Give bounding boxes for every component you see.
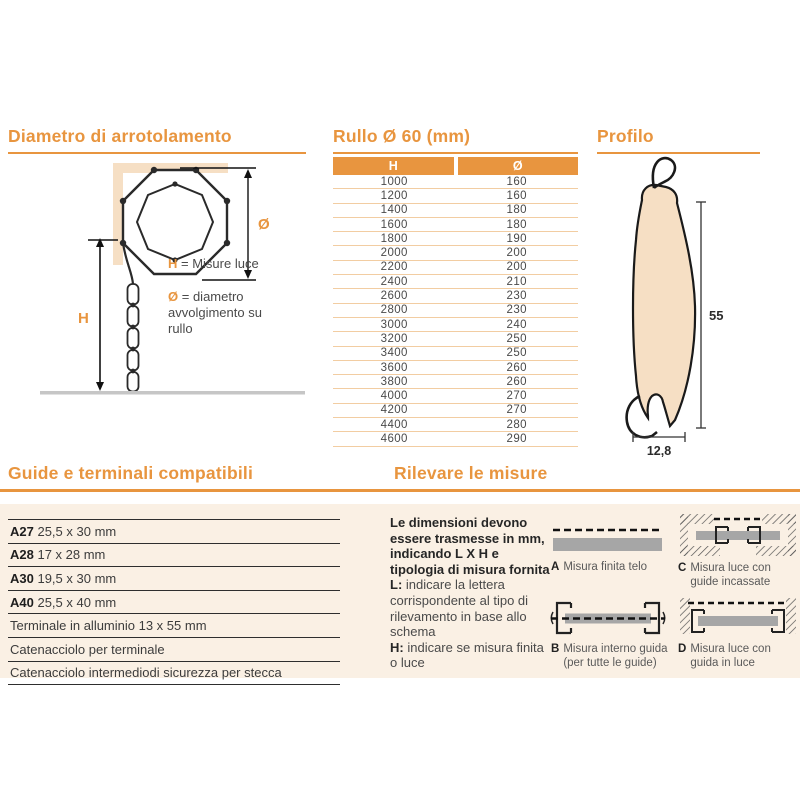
col-header-diameter: Ø — [456, 157, 579, 175]
table-row: 3800 260 — [333, 375, 578, 389]
table-row: 2000 200 — [333, 246, 578, 260]
legend-diameter — [168, 289, 264, 337]
caption-c — [678, 562, 800, 589]
table-row: 3600 260 — [333, 361, 578, 375]
table-row: 1200 160 — [333, 189, 578, 203]
table-row: 3400 250 — [333, 347, 578, 361]
measures-h-label: H: — [390, 639, 404, 655]
legend-diameter-symbol: Ø — [168, 289, 179, 304]
diagram-a — [551, 524, 664, 557]
section-divider-rule — [0, 489, 800, 492]
measures-h-rule — [390, 640, 552, 671]
curtain-slats — [128, 284, 139, 392]
table-row: 3000 240 — [333, 318, 578, 332]
col-header-h: H — [333, 157, 456, 175]
roll-diagram — [30, 160, 310, 405]
slat-top-hook — [653, 158, 675, 188]
profile-drawing — [600, 150, 770, 460]
list-item: A40 25,5 x 40 mm — [8, 590, 340, 614]
roller-table — [333, 157, 578, 447]
list-item: Catenacciolo per terminale — [8, 637, 340, 661]
caption-a — [551, 561, 677, 575]
diagram-c — [678, 512, 798, 558]
measures-intro: Le dimensioni devono essere trasmesse in mm, indicando L X H e tipologia di misura fornita — [390, 515, 550, 577]
measures-l-rule — [390, 577, 552, 639]
list-item: Terminale in alluminio 13 x 55 mm — [8, 613, 340, 637]
table-row: 1000 160 — [333, 175, 578, 189]
legend-h-text: = Misure luce — [181, 256, 259, 271]
table-row: 2200 200 — [333, 261, 578, 275]
legend-h-symbol: H — [168, 256, 178, 271]
caption-d-letter: D — [678, 643, 687, 655]
legend-h — [168, 256, 259, 272]
d-arrow-up — [244, 169, 252, 178]
table-row: 2600 230 — [333, 289, 578, 303]
measures-l-label: L: — [390, 577, 403, 593]
profile-height-label: 55 — [709, 308, 724, 323]
caption-a-text: Misura finita telo — [563, 561, 648, 573]
profile-width-dim — [633, 432, 685, 442]
d-dim-label: Ø — [258, 216, 270, 233]
roller-table-body — [333, 175, 578, 447]
measures-text — [390, 515, 552, 671]
section-rolling-diameter — [8, 126, 306, 154]
measures-l-text: indicare la lettera corrispondente al tipo di rilevamento in base allo schema — [390, 577, 529, 640]
floor-line — [40, 391, 305, 395]
list-item: Catenacciolo intermediodi sicurezza per stecca — [8, 661, 340, 686]
coil-inner-ring — [137, 184, 213, 260]
table-row: 4000 270 — [333, 389, 578, 403]
table-row: 3200 250 — [333, 332, 578, 346]
h-dim-label: H — [78, 310, 89, 327]
table-row: 2800 230 — [333, 304, 578, 318]
caption-d — [678, 643, 800, 670]
caption-b-text: Misura interno guida (per tutte le guide) — [563, 643, 668, 669]
list-item: A27 25,5 x 30 mm — [8, 519, 340, 543]
profile-title: Profilo — [597, 126, 760, 154]
profile-width-label: 12,8 — [646, 444, 672, 458]
table-row: 1400 180 — [333, 204, 578, 218]
section-roller-table — [333, 126, 578, 447]
caption-a-letter: A — [551, 561, 560, 573]
caption-b-letter: B — [551, 643, 560, 655]
legend-diameter-text: = diametro avvolgimento su rullo — [168, 289, 262, 336]
table-row: 4200 270 — [333, 404, 578, 418]
list-item: A30 19,5 x 30 mm — [8, 566, 340, 590]
diagram-b — [549, 598, 667, 638]
list-item: A28 17 x 28 mm — [8, 543, 340, 567]
slat-body — [633, 185, 695, 426]
caption-c-text: Misura luce con guide incassate — [690, 562, 771, 588]
guides-list — [8, 519, 340, 685]
table-header-row — [333, 157, 578, 175]
caption-d-text: Misura luce con guida in luce — [690, 643, 771, 669]
measures-h-text: indicare se misura finita o luce — [390, 639, 544, 671]
guides-title: Guide e terminali compatibili — [8, 463, 254, 483]
table-row: 1600 180 — [333, 218, 578, 232]
measures-title: Rilevare le misure — [394, 463, 548, 483]
caption-c-letter: C — [678, 562, 687, 574]
table-row: 4600 290 — [333, 432, 578, 446]
table-row: 4400 280 — [333, 418, 578, 432]
table-row: 1800 190 — [333, 232, 578, 246]
profile-height-dim — [696, 202, 706, 428]
diagram-d — [678, 596, 798, 642]
caption-b — [551, 643, 677, 670]
roller-table-title: Rullo Ø 60 (mm) — [333, 126, 578, 154]
table-row: 2400 210 — [333, 275, 578, 289]
page-title: Diametro di arrotolamento — [8, 126, 306, 154]
h-arrow-down — [96, 382, 104, 391]
